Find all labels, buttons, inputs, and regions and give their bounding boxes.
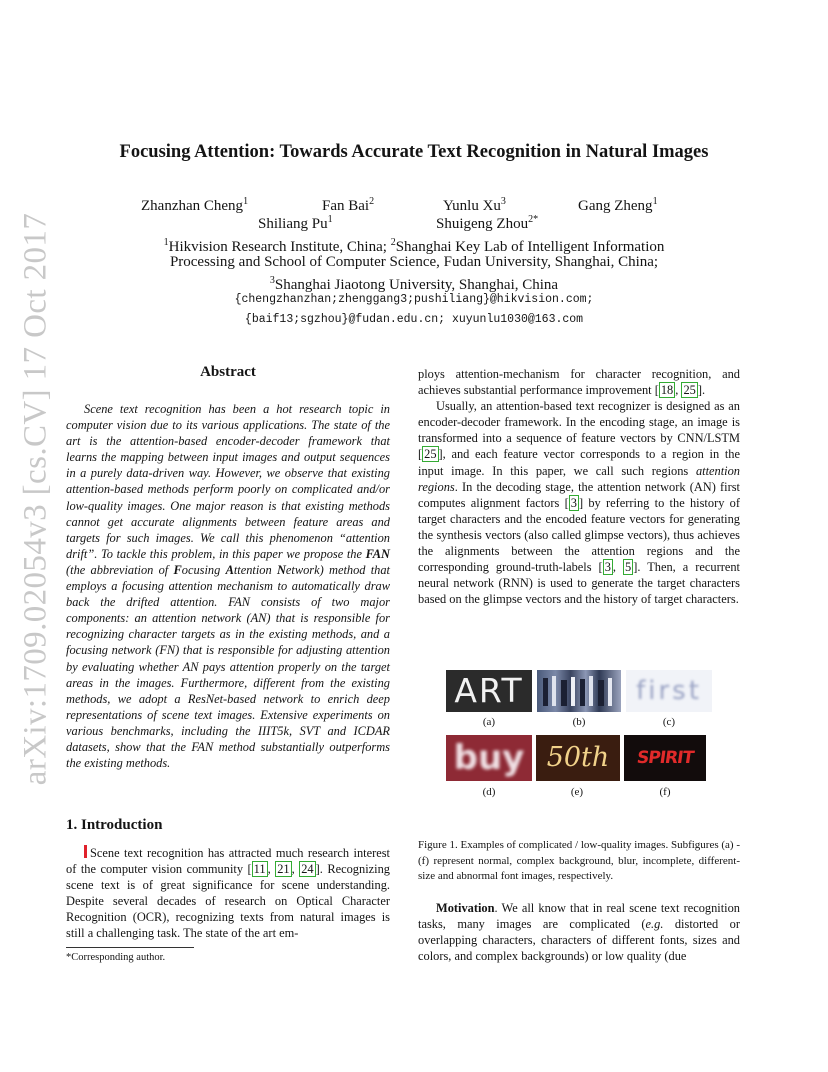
arxiv-stamp [14, 212, 58, 786]
author-6 [436, 214, 538, 233]
abstract-text: etwork [285, 562, 320, 577]
author-sup: 1 [243, 196, 249, 207]
annotation-marker [84, 845, 87, 858]
abstract-text: (the abbreviation of [66, 562, 174, 577]
figure-a-text: ART [454, 671, 524, 710]
author-name: Fan Bai [322, 198, 370, 214]
subfigure-label-f: (f) [659, 786, 671, 798]
citation-link[interactable]: 5 [625, 560, 632, 575]
body-text: . In the decoding stage, the attention network (AN) first computes alignment factors [ [418, 479, 740, 510]
figure-image-b [537, 670, 621, 712]
author-sup: 2 [369, 196, 375, 207]
arxiv-stamp-text: arXiv:1709.02054v3 [cs.CV] 17 Oct 2017 [17, 212, 54, 786]
intro-text: ]. Recognizing scene text is of great significance for scene understanding. Despite several decades of research on Optical Character Recognition (OCR), recognizing texts from natural images is still a challenging task. The state of the art em- [66, 862, 390, 941]
intro-text: , [267, 862, 276, 877]
author-sup: 2* [528, 214, 539, 225]
author-sup: 1 [652, 196, 658, 207]
citation-link[interactable]: 24 [301, 862, 314, 877]
citation-link[interactable]: 3 [604, 560, 611, 575]
intro-body [66, 845, 390, 942]
citation-link[interactable]: 21 [277, 862, 290, 877]
author-name: Yunlu Xu [443, 198, 501, 214]
body-text: . We all know that in real scene text recognition tasks, many images are complicated ( [418, 901, 740, 932]
author-name: Shuigeng Zhou [436, 216, 529, 232]
aff-text: Shanghai Key Lab of Intelligent Information [395, 239, 665, 255]
abstract-bold: N [276, 562, 286, 577]
abstract-bold: A [225, 562, 234, 577]
author-name: Zhanzhan Cheng [141, 198, 244, 214]
right-column-body [418, 366, 740, 607]
body-text: distorted or overlapping characters, characters of different fonts, sizes and colors, and complex backgrounds) or low quality (due [418, 917, 740, 964]
intro-paragraph [66, 845, 390, 942]
abstract-paragraph [66, 401, 390, 771]
body-text: Usually, an attention-based text recognizer is designed as an encoder-decoder framework. In the encoding stage, an image is transformed into a sequence of feature vectors by CNN/LSTM [ [418, 399, 740, 462]
abstract-text: ttention [233, 562, 277, 577]
paper-title: Focusing Attention: Towards Accurate Text Recognition in Natural Images [119, 142, 709, 162]
citation-link[interactable]: 11 [253, 862, 266, 877]
figure-image-a [446, 670, 532, 712]
aff-sup: 3 [269, 275, 275, 286]
abstract-text: Scene text recognition has been a hot research topic in computer vision due to its various applications. The state of the art is the attention-based encoder-decoder framework that learns the mapping between input images and output sequences in a purely data-driven way. However, we observe that existing attention-based methods perform poorly on complicated and/or low-quality images. One major reason is that existing methods cannot get accurate alignments between feature areas and targets for such images. We call this phenomenon “attention drift”. To tackle this problem, in this paper we propose the [66, 402, 390, 561]
author-4 [578, 196, 658, 215]
citation-link[interactable]: 25 [424, 447, 437, 462]
right-paragraph-0 [418, 366, 740, 398]
email-line-2: {baif13;sgzhou}@fudan.edu.cn; xuyunlu1030@163.com [244, 313, 584, 326]
affiliation-line-2: Processing and School of Computer Science, Fudan University, Shanghai, China; [169, 254, 659, 270]
subfigure-label-d: (d) [482, 786, 496, 798]
citation-link[interactable]: 25 [683, 383, 696, 398]
citation-link[interactable]: 18 [660, 383, 674, 398]
aff-text: Hikvision Research Institute, China; [168, 239, 391, 255]
figure-image-d [446, 735, 532, 781]
author-3 [443, 196, 506, 215]
intro-text: , [291, 862, 300, 877]
aff-sup: 1 [163, 237, 169, 248]
figure-b-overlay [537, 670, 621, 712]
affiliation-line-3 [0, 272, 828, 295]
motivation-heading: Motivation [436, 901, 495, 915]
figure-caption: Figure 1. Examples of complicated / low-quality images. Subfigures (a) - (f) represent normal, complex background, blur, incomplete, different-size and abnormal font images, respectively. [418, 839, 740, 882]
figure-1 [446, 670, 736, 810]
body-text: , [612, 560, 623, 575]
abstract-fan: FAN [365, 546, 390, 561]
citation-link[interactable]: 3 [570, 495, 577, 510]
subfigure-label-c: (c) [662, 716, 676, 728]
author-name: Gang Zheng [578, 198, 653, 214]
author-sup: 3 [500, 196, 506, 207]
aff-text: Shanghai Jiaotong University, Shanghai, China [274, 277, 559, 293]
author-5 [258, 214, 333, 233]
figure-d-text: buy [453, 738, 525, 778]
figure-image-e [536, 735, 620, 781]
body-text: ] by referring to the history of target characters and the encoded feature vectors for generating the synthesis vectors (also called glimpse vectors), thus achieves the alignments between the attention regions and the corresponding ground-truth-labels [ [418, 495, 740, 575]
figure-image-c [626, 670, 712, 712]
body-text: ploys attention-mechanism for character recognition, and achieves substantial performance improvement [ [418, 367, 740, 398]
body-text: ]. Then, a recurrent neural network (RNN) is used to generate the target characters based on the glimpse vectors and the history of target characters. [418, 560, 740, 607]
subfigure-label-b: (b) [572, 716, 586, 728]
abstract-heading: Abstract [200, 364, 256, 380]
motivation-paragraph [418, 900, 740, 964]
author-1 [141, 196, 248, 215]
figure-image-f [624, 735, 706, 781]
body-emphasis: e.g. [645, 917, 664, 932]
figure-f-text: SPIRIT [635, 748, 695, 768]
email-line-1: {chengzhanzhan;zhenggang3;pushiliang}@hikvision.com; [234, 293, 594, 306]
figure-c-text: first [636, 676, 702, 706]
abstract-text: ocusing [181, 562, 226, 577]
intro-text: Scene text recognition has attracted much research interest of the computer vision community [ [66, 846, 390, 877]
body-text: ]. [697, 383, 706, 398]
right-paragraph-1 [418, 398, 740, 607]
subfigure-label-a: (a) [482, 716, 496, 728]
author-sup: 1 [327, 214, 333, 225]
abstract-body [66, 401, 390, 771]
aff-sup: 2 [390, 237, 396, 248]
author-2 [322, 196, 374, 215]
subfigure-label-e: (e) [570, 786, 584, 798]
body-emphasis: attention regions [418, 463, 740, 494]
body-text: ], and each feature vector corresponds to a region in the input image. In this paper, we call such regions [418, 447, 740, 478]
author-name: Shiliang Pu [258, 216, 328, 232]
abstract-bold: F [173, 562, 182, 577]
footnote: *Corresponding author. [66, 952, 166, 963]
footnote-rule [66, 947, 194, 948]
intro-heading: 1. Introduction [66, 817, 163, 833]
figure-e-text: 50th [546, 742, 610, 773]
abstract-text: ) method that employs a focusing attention mechanism to automatically draw back the drifted attention. FAN consists of two major components: an attention network (AN) that is responsible for recognizing character targets as in the existing methods, and a focusing network (FN) that is responsible for adjusting attention by evaluating whether AN pays attention properly on the target areas in the images. Furthermore, different from the existing methods, we adopt a ResNet-based network to enrich deep representations of scene text images. Extensive experiments on various benchmarks, including the IIIT5k, SVT and ICDAR datasets, show that the FAN method substantially outperforms the existing methods. [66, 562, 390, 771]
body-text: , [675, 383, 682, 398]
motivation-text [418, 900, 740, 964]
